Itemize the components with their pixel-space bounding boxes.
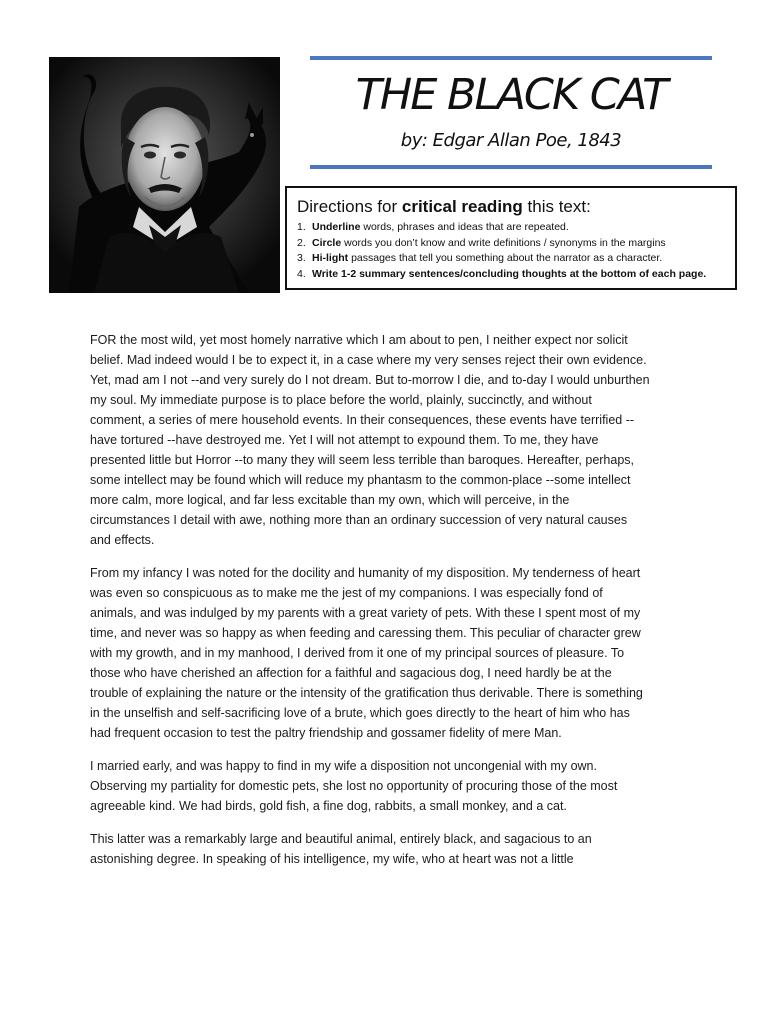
directions-box (285, 186, 737, 290)
direction-item (297, 251, 725, 267)
author-byline: by: Edgar Allan Poe, 1843 (400, 130, 622, 151)
direction-item (297, 236, 725, 252)
bottom-rule (310, 165, 712, 169)
top-rule (310, 56, 712, 60)
poe-portrait-image (49, 57, 280, 293)
story-paragraph: This latter was a remarkably large and beautiful animal, entirely black, and sagacious to an astonishing degree. In speaking of his intelligence, my wife, who at heart was not a little (90, 832, 592, 866)
direction-keyword: Write 1-2 summary sentences/concluding thoughts at the bottom of each page. (312, 267, 707, 280)
page-title: THE BLACK CAT (355, 70, 667, 120)
story-paragraph: I married early, and was happy to find in my wife a disposition not uncongenial with my own. Observing my partiality for domestic pets, she lost no opportunity of procuring those of the most agreeable kind. We had birds, gold fish, a fine dog, rabbits, a small monkey, and a cat. (90, 759, 618, 813)
direction-text: passages that tell you something about the narrator as a character. (348, 252, 663, 264)
story-paragraph: FOR the most wild, yet most homely narrative which I am about to pen, I neither expect nor solicit belief. Mad indeed would I be to expect it, in a case where my very senses reject their own evidence. Yet, mad am I not --and very surely do I not dream. But to-morrow I die, and to-day I would unburthen my soul. My immediate purpose is to place before the world, plainly, succinctly, and without comment, a series of mere household events. In their consequences, these events have terrified --have tortured --have destroyed me. Yet I will not attempt to expound them. To me, they have presented little but Horror --to many they will seem less terrible than baroques. Hereafter, perhaps, some intellect may be found which will reduce my phantasm to the common-place --some intellect more calm, more logical, and far less excitable than my own, which will perceive, in the circumstances I detail with awe, nothing more than an ordinary succession of very natural causes and effects. (90, 333, 650, 547)
directions-list (297, 220, 725, 282)
direction-number: 1. (297, 221, 306, 233)
direction-keyword: Circle (312, 236, 342, 249)
direction-item (297, 220, 725, 236)
direction-keyword: Underline (312, 221, 361, 233)
story-text (90, 330, 650, 882)
direction-item (297, 267, 725, 283)
direction-number: 3. (297, 252, 306, 264)
direction-text: words you don’t know and write definitions / synonyms in the margins (341, 236, 666, 249)
story-paragraph: From my infancy I was noted for the docility and humanity of my disposition. My tenderness of heart was even so conspicuous as to make me the jest of my companions. I was especially fond of animals, and was indulged by my parents with a great variety of pets. With these I spent most of my time, and never was so happy as when feeding and caressing them. This peculiar of character grew with my growth, and in my manhood, I derived from it one of my principal sources of pleasure. To those who have cherished an affection for a faithful and sagacious dog, I need hardly be at the trouble of explaining the nature or the intensity of the gratification thus derivable. There is something in the unselfish and self-sacrificing love of a brute, which goes directly to the heart of him who has had frequent occasion to test the paltry friendship and gossamer fidelity of mere Man. (90, 566, 643, 740)
directions-heading-prefix: Directions for (297, 197, 402, 216)
direction-keyword: Hi-light (312, 252, 349, 264)
directions-heading (297, 196, 725, 218)
directions-heading-suffix: this text: (522, 197, 591, 216)
directions-heading-bold: critical reading (401, 197, 523, 216)
direction-number: 2. (297, 236, 306, 249)
direction-text: words, phrases and ideas that are repeated. (360, 221, 569, 233)
direction-number: 4. (297, 267, 306, 280)
title-header (310, 56, 712, 172)
poe-with-black-cat-illustration-icon (49, 57, 280, 293)
